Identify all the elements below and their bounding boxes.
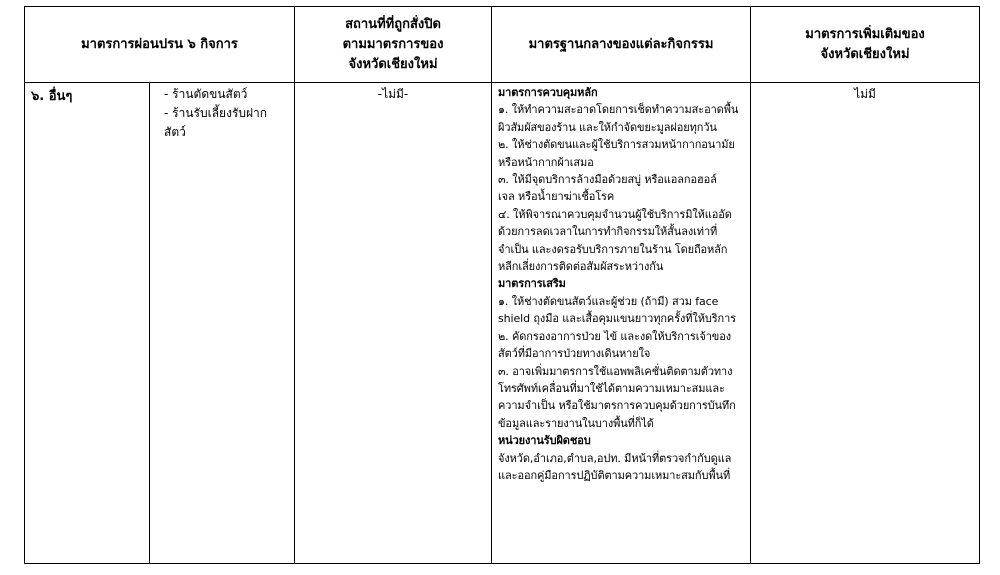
header-extra-line: มาตรการเพิ่มเติมของ <box>805 26 925 42</box>
business-item: - ร้านตัดขนสัตว์ <box>164 87 248 101</box>
extra-measure-line: ๒. คัดกรองอาการป่วย ไข้ และงดให้บริการเจ้าของ <box>498 329 731 343</box>
business-list-cell <box>150 83 295 564</box>
main-measure-line: ๓. ให้มีจุดบริการล้างมือด้วยสบู่ หรือแอลกอฮอล์ <box>498 173 717 187</box>
header-relax-measures: มาตรการผ่อนปรน ๖ กิจการ <box>25 7 295 83</box>
main-measure-line: ๔. ให้พิจารณาควบคุมจำนวนผู้ใช้บริการมิให้แออัด <box>498 207 732 221</box>
header-central-standard: มาตรฐานกลางของแต่ละกิจกรรม <box>492 7 751 83</box>
extra-measure-line: โทรศัพท์เคลื่อนที่มาใช้ได้ตามความเหมาะสมและ <box>498 381 725 395</box>
category-cell: ๖. อื่นๆ <box>25 83 150 564</box>
main-measure-line: เจล หรือน้ำยาฆ่าเชื้อโรค <box>498 190 615 204</box>
extra-measure-line: ข้อมูลและรายงานในบางพื้นที่ก็ได้ <box>498 416 654 430</box>
main-measure-line: หลีกเลี่ยงการติดต่อสัมผัสระหว่างกัน <box>498 260 664 274</box>
header-closed-line: จังหวัดเชียงใหม่ <box>348 56 438 72</box>
header-closed-places <box>295 7 492 83</box>
main-measure-line: ด้วยการลดเวลาในการทำกิจกรรมให้สั้นลงเท่าที่ <box>498 225 718 239</box>
measures-table <box>24 6 980 564</box>
extra-measures-heading: มาตรการเสริม <box>498 277 566 291</box>
agency-heading: หน่วยงานรับผิดชอบ <box>498 434 591 448</box>
standard-cell <box>492 83 751 564</box>
main-measure-line: ๑. ให้ทำความสะอาดโดยการเช็ดทำความสะอาดพื้น <box>498 103 739 117</box>
main-measure-line: ผิวสัมผัสของร้าน และให้กำจัดขยะมูลฝอยทุกวัน <box>498 120 717 134</box>
main-measure-line: ๒. ให้ช่างตัดขนและผู้ใช้บริการสวมหน้ากากอนามัย <box>498 138 735 152</box>
agency-line: จังหวัด,อำเภอ,ตำบล,อปท. มีหน้าที่ตรวจกำกับดูแล <box>498 451 732 465</box>
agency-line: และออกคู่มือการปฏิบัติตามความเหมาะสมกับพื้นที่ <box>498 468 731 482</box>
header-closed-line: สถานที่ที่ถูกสั่งปิด <box>345 16 441 32</box>
header-extra-measures <box>751 7 980 83</box>
extra-measure-line: shield ถุงมือ และเสื้อคุมแขนยาวทุกครั้งที่ให้บริการ <box>498 312 736 326</box>
header-closed-line: ตามมาตรการของ <box>342 36 444 52</box>
main-measures-heading: มาตรการควบคุมหลัก <box>498 86 598 99</box>
extra-measure-line: ๑. ให้ช่างตัดขนสัตว์และผู้ช่วย (ถ้ามี) สวม face <box>498 294 719 308</box>
extra-measure-line: สัตว์ที่มีอาการป่วยทางเดินหายใจ <box>498 347 651 361</box>
extra-measure-line: ความจำเป็น หรือใช้มาตรการควบคุมด้วยการบันทึก <box>498 399 736 413</box>
extra-measures-cell: ไม่มี <box>751 83 980 564</box>
business-item: - ร้านรับเลี้ยงรับฝาก <box>164 106 268 120</box>
main-measure-line: หรือหน้ากากผ้าเสมอ <box>498 155 594 169</box>
main-measure-line: จำเป็น และงดรอรับบริการภายในร้าน โดยถือหลัก <box>498 242 728 256</box>
business-item: สัตว์ <box>164 125 186 139</box>
content-row <box>25 83 980 564</box>
header-row <box>25 7 980 83</box>
extra-measure-line: ๓. อาจเพิ่มมาตรการใช้แอพพลิเคชั่นติดตามตัวทาง <box>498 364 733 378</box>
closed-places-cell: -ไม่มี- <box>295 83 492 564</box>
header-extra-line: จังหวัดเชียงใหม่ <box>820 46 910 62</box>
